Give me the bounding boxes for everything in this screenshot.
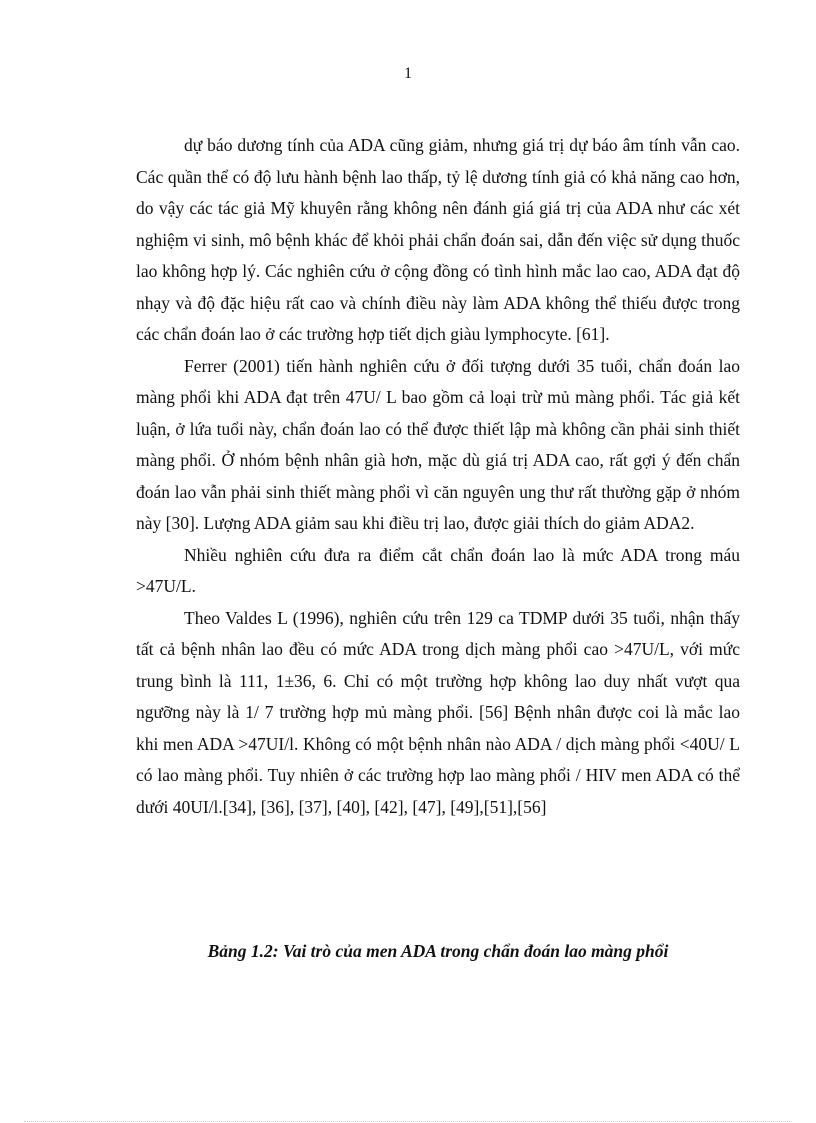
table-caption: Bảng 1.2: Vai trò của men ADA trong chẩn đoán lao màng phổi (207, 941, 669, 961)
body-text (136, 130, 740, 823)
paragraph-valdes-1996: Theo Valdes L (1996), nghiên cứu trên 129 ca TDMP dưới 35 tuổi, nhận thấy tất cả bệnh nhân lao đều có mức ADA trong dịch màng phổi cao >47U/L, với mức trung bình là 111, 1±36, 6. Chỉ có một trường hợp không lao duy nhất vượt qua ngưỡng này là 1/ 7 trường hợp mủ màng phổi. [56] Bệnh nhân được coi là mắc lao khi men ADA >47UI/l. Không có một bệnh nhân nào ADA / dịch màng phổi <40U/ L có lao màng phổi. Tuy nhiên ở các trường hợp lao màng phổi / HIV men ADA có thể dưới 40UI/l.[34], [36], [37], [40], [42], [47], [49],[51],[56] (136, 607, 740, 817)
page-bottom-divider (24, 1121, 792, 1122)
paragraph-ada-predictive-value: dự báo dương tính của ADA cũng giảm, nhưng giá trị dự báo âm tính vẫn cao. Các quần thể có độ lưu hành bệnh lao thấp, tỷ lệ dương tính giả có khả năng cao hơn, do vậy các tác giả Mỹ khuyên rằng không nên đánh giá giá trị của ADA như các xét nghiệm vi sinh, mô bệnh khác để khỏi phải chẩn đoán sai, dẫn đến việc sử dụng thuốc lao không hợp lý. Các nghiên cứu ở cộng đồng có tình hình mắc lao cao, ADA đạt độ nhạy và độ đặc hiệu rất cao và chính điều này làm ADA không thể thiếu được trong các chẩn đoán lao ở các trường hợp tiết dịch giàu lymphocyte. [61]. (136, 135, 740, 344)
paragraph-ferrer-2001: Ferrer (2001) tiến hành nghiên cứu ở đối tượng dưới 35 tuổi, chẩn đoán lao màng phổi khi ADA đạt trên 47U/ L bao gồm cả loại trừ mủ màng phổi. Tác giả kết luận, ở lứa tuổi này, chẩn đoán lao có thể được thiết lập mà không cần phải sinh thiết màng phổi. Ở nhóm bệnh nhân già hơn, mặc dù giá trị ADA cao, rất gợi ý đến chẩn đoán lao vẫn phải sinh thiết màng phổi vì căn nguyên ung thư rất thường gặp ở nhóm này [30]. Lượng ADA giảm sau khi điều trị lao, được giải thích do giảm ADA2. (136, 355, 740, 533)
paragraph-cutoff-threshold: Nhiều nghiên cứu đưa ra điểm cắt chẩn đoán lao là mức ADA trong máu >47U/L. (136, 544, 740, 596)
page-number: 1 (404, 65, 412, 82)
